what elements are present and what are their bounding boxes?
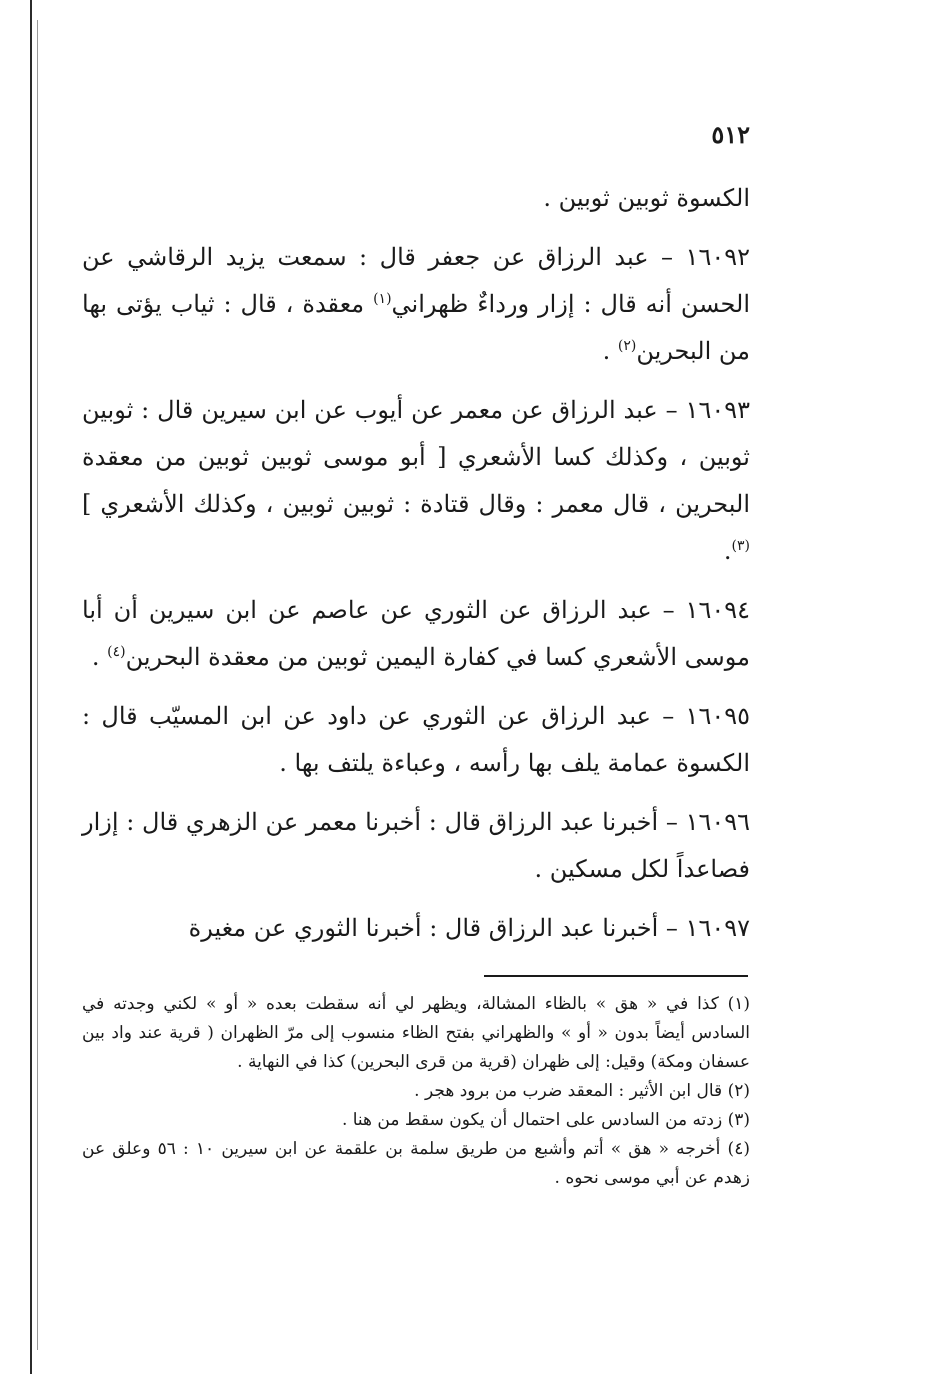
left-margin-line xyxy=(30,0,32,1374)
footnote-ref-2: (٢) xyxy=(617,338,637,354)
footnote-2: (٢) قال ابن الأثير : المعقد ضرب من برود هجر . xyxy=(414,1081,750,1101)
paragraph-text-after: . xyxy=(91,643,108,671)
footnote-ref-1: (١) xyxy=(373,291,392,307)
footnote-1: (١) كذا في « هق » بالظاء المشالة، ويظهر لي أنه سقطت بعده « أو » لكني وجدته في السادس أيضاً بدون « أو » والظهراني بفتح الظاء منسوب إلى مرّ الظهران ( قرية عند واد بين عسفان ومكة) وقيل: إلى ظهران (قرية من قرى البحرين) كذا في النهاية . xyxy=(82,994,750,1072)
paragraph-text-after: معقدة ، قال : ثياب يؤتى بها من البحرين xyxy=(82,290,750,365)
footnote-ref-4: (٤) xyxy=(107,644,126,660)
paragraph-text: ١٦٠٩٤ – عبد الرزاق عن الثوري عن عاصم عن ابن سيرين أن أبا موسى الأشعري كسا في كفارة اليمين ثوبين من معقدة البحرين xyxy=(82,596,750,671)
footnote-4: (٤) أخرجه « هق » أتم وأشبع من طريق سلمة بن علقمة عن ابن سيرين ١٠ : ٥٦ وعلق عن زهدم عن أبي موسى نحوه . xyxy=(82,1139,750,1188)
page-number: ٥١٢ xyxy=(711,120,750,149)
paragraph-continuation xyxy=(82,175,750,222)
paragraph-text: ١٦٠٩٥ – عبد الرزاق عن الثوري عن داود عن ابن المسيّب قال : الكسوة عمامة يلف بها رأسه ، وعباءة يلتف بها . xyxy=(82,702,750,777)
footnote-3: (٣) زدته من السادس على احتمال أن يكون سقط من هنا . xyxy=(341,1110,750,1130)
left-margin-shadow-line xyxy=(37,20,38,1350)
hadith-16093 xyxy=(82,387,750,575)
paragraph-text: ١٦٠٩٧ – أخبرنا عبد الرزاق قال : أخبرنا الثوري عن مغيرة xyxy=(188,914,750,942)
paragraph-text: ١٦٠٩٦ – أخبرنا عبد الرزاق قال : أخبرنا معمر عن الزهري قال : إزار فصاعداً لكل مسكين . xyxy=(82,808,751,883)
hadith-16097 xyxy=(82,905,750,952)
hadith-16092 xyxy=(82,234,750,375)
hadith-16096 xyxy=(82,799,750,893)
footnotes-section xyxy=(82,990,750,1193)
footnote-ref-3: (٣) xyxy=(731,538,750,554)
paragraph-text: ١٦٠٩٣ – عبد الرزاق عن معمر عن أيوب عن ابن سيرين قال : ثوبين ثوبين ، وكذلك كسا الأشعري [ أبو موسى ثوبين ثوبين من معقدة البحرين ، قال معمر : وقال قتادة : ثوبين ثوبين ، وكذلك الأشعري ] xyxy=(82,396,750,518)
paragraph-text: الكسوة ثوبين ثوبين . xyxy=(543,184,750,212)
hadith-16094 xyxy=(82,587,750,681)
paragraph-text-after: . xyxy=(723,537,732,565)
footnote-divider xyxy=(484,975,748,977)
paragraph-text: ١٦٠٩٢ – عبد الرزاق عن جعفر قال : سمعت يزيد الرقاشي عن الحسن أنه قال : إزار ورداءٌ ظهراني xyxy=(82,243,750,318)
paragraph-text-end: . xyxy=(602,337,618,365)
hadith-16095 xyxy=(82,693,750,787)
page-body xyxy=(82,120,750,964)
